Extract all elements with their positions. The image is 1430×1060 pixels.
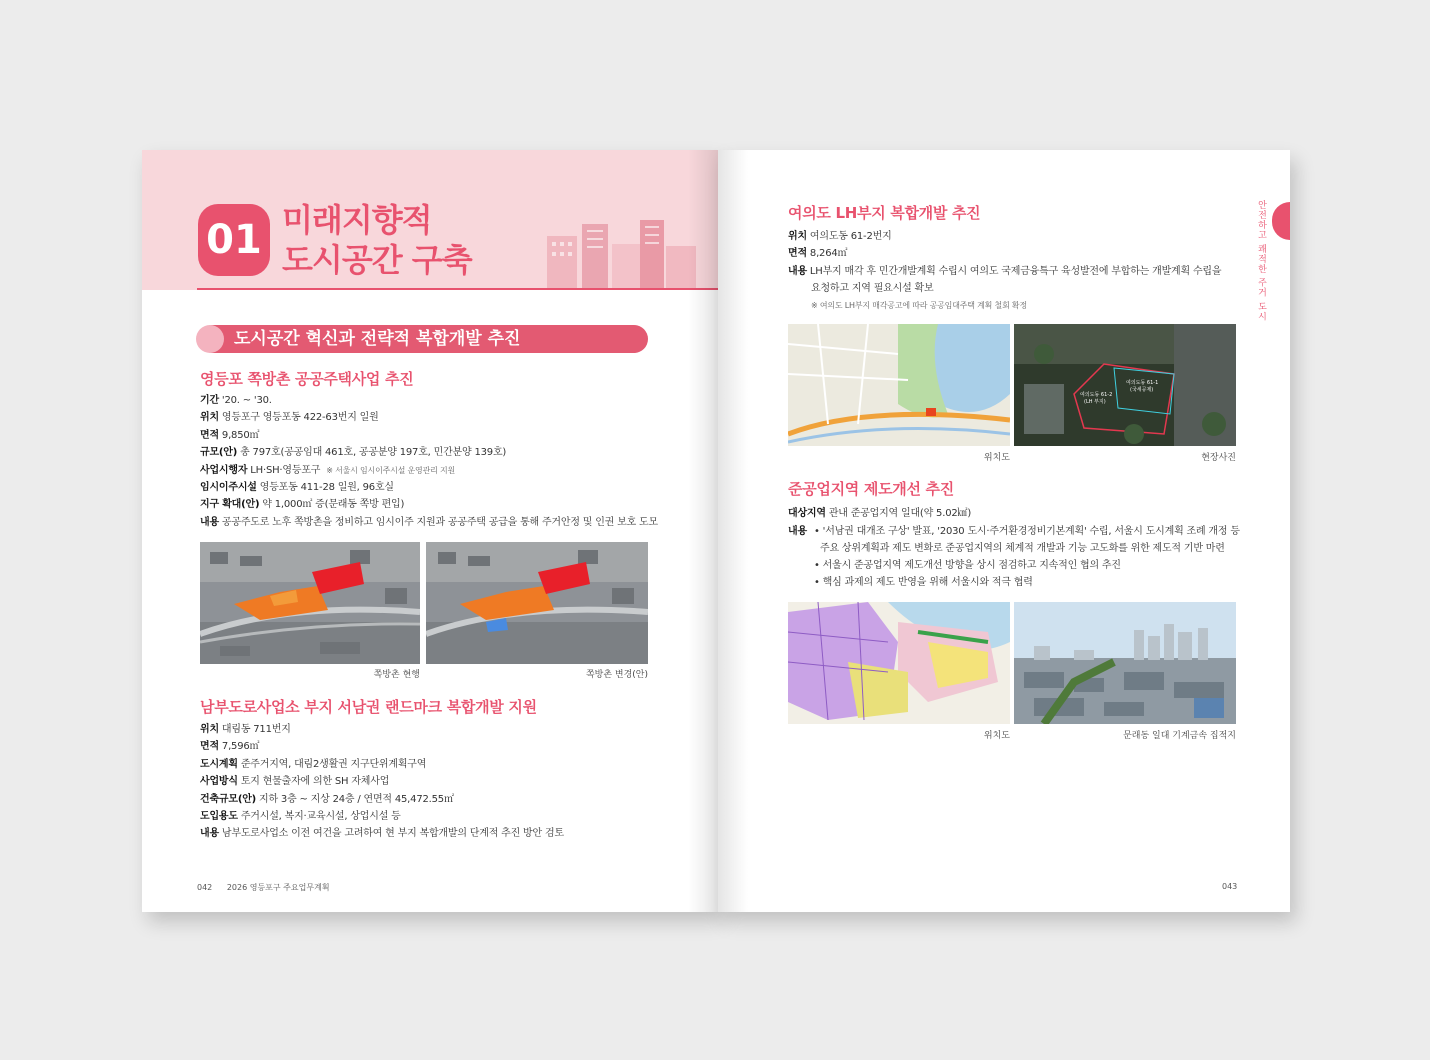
project1-row [200,411,379,424]
caption-area: 문래동 일대 기계금속 집적지 [1123,731,1236,741]
project2-row-label: 위치 [200,724,219,735]
caption-location: 위치도 [983,453,1010,463]
project2-row [200,827,564,840]
left-page [142,150,718,912]
project1-row-label: 면적 [200,429,219,441]
project4-row-value: 관내 준공업지역 일대(약 5.02㎢) [825,508,972,519]
project2-row-value: 지하 3층 ~ 지상 24층 / 연면적 45,472.55㎡ [256,793,454,805]
project2-row [200,793,454,806]
side-tab-label: 안전하고 쾌적한 주거 도시 [1256,200,1266,322]
project2-title: 남부도로사업소 부지 서남권 랜드마크 복합개발 지원 [200,698,537,716]
project1-photo-current [200,542,420,664]
project2-row-label: 도입용도 [200,811,238,822]
right-page [718,150,1290,912]
project4-row-label: 대상지역 [788,508,826,519]
project4-bullet-2: • 서울시 준공업지역 제도개선 방향을 상시 점검하고 지속적인 협의 추진 [814,560,1121,571]
project1-row-value: 영등포동 411-28 일원, 96호실 [256,482,394,493]
project3-row-label: 면적 [788,248,807,260]
project1-row-note: ※ 서울시 임시이주시설 운영관리 지원 [326,465,456,475]
map-label-4: (국세공제) [1130,387,1154,393]
project2-row-value: 7,596㎡ [218,741,260,753]
project3-row-label: 내용 [788,265,807,277]
section-banner [198,325,648,353]
project2-row-label: 도시계획 [200,758,238,770]
project3-row-label: 위치 [788,231,807,242]
project3-row [788,247,847,260]
banner-dot-icon [196,325,224,353]
section-banner-title: 도시공간 혁신과 전략적 복합개발 추진 [234,329,521,349]
project2-row-label: 사업방식 [200,776,238,788]
project2-row-label: 건축규모(안) [200,793,257,805]
project2-row [200,723,291,736]
book-title: 2026 영등포구 주요업무계획 [226,883,330,892]
chapter-number-badge: 01 [198,204,270,276]
project4-location-map [788,602,1010,724]
project4-area-photo [1014,602,1236,724]
project1-row-label: 지구 확대(안) [200,499,260,511]
project3-row-value: 여의도동 61-2번지 [806,231,892,242]
project1-row-label: 사업시행자 [200,464,248,476]
project3-title: 여의도 LH부지 복합개발 추진 [788,204,981,222]
project1-row [200,481,394,494]
caption-plan: 쪽방촌 변경(안) [585,670,648,680]
project2-row-value: 대림동 711번지 [218,724,291,735]
project1-row-value: LH·SH·영등포구 [247,464,321,476]
project1-row-value: 총 797호(공공임대 461호, 공공분양 197호, 민간분양 139호) [237,447,507,459]
project1-row [200,446,506,459]
project1-row-label: 규모(안) [200,447,238,459]
project1-row-label: 내용 [200,516,219,528]
gutter-shadow-right [718,150,748,912]
project4-title: 준공업지역 제도개선 추진 [788,480,954,498]
chapter-title-line2: 도시공간 구축 [282,241,472,279]
project4-bullet-1-cont: 주요 상위계획과 제도 변화로 준공업지역의 체계적 개발과 기능 고도화를 위한 제도적 기반 마련 [820,543,1225,554]
project2-row-value: 준주거지역, 대림2생활권 지구단위계획구역 [237,758,427,770]
map-label-3: (LH 부지) [1084,399,1106,405]
project2-row-label: 면적 [200,741,219,753]
project3-site-photo [1014,324,1236,446]
city-skyline-illustration [542,216,702,288]
chapter-title-line1: 미래지향적 [282,201,432,239]
project1-row-value: 9,850㎡ [218,429,260,441]
chapter-title [282,200,472,280]
map-label-2: 여의도동 61-1 [1126,380,1159,386]
gutter-shadow-left [688,150,718,912]
project3-location-map [788,324,1010,446]
project2-row [200,758,426,771]
project3-row-value: 8,264㎡ [806,248,848,260]
project1-row [200,516,658,529]
project3-content-cont: 요청하고 지역 필요시설 확보 [811,283,934,294]
caption-location-2: 위치도 [983,731,1010,741]
project3-note: ※ 여의도 LH부지 매각공고에 따라 공공임대주택 계획 철회 확정 [811,301,1027,310]
project4-bullet-1: • '서남권 대개조 구상' 발표, '2030 도시·주거환경정비기본계획' 수립, 서울시 도시계획 조례 개정 등 [814,526,1240,537]
project3-row [788,265,1221,278]
page-number-left: 042 [197,883,213,892]
project1-row-value: 약 1,000㎡ 증(문래동 쪽방 편입) [259,499,405,511]
project4-bullet-3: • 핵심 과제의 제도 반영을 위해 서울시와 적극 협력 [814,577,1033,588]
project3-row [788,230,892,243]
footer-left [197,882,330,893]
map-label-1: 여의도동 61-2 [1080,392,1113,398]
project2-row-value: 주거시설, 복지·교육시설, 상업시설 등 [237,811,401,822]
project4-content-label: 내용 [788,526,807,537]
project2-row-value: 토지 현물출자에 의한 SH 자체사업 [237,776,390,788]
project1-row [200,498,404,511]
project1-title: 영등포 쪽방촌 공공주택사업 추진 [200,370,414,388]
project4-row [788,507,971,520]
project1-row [200,429,259,442]
caption-current: 쪽방촌 현행 [373,670,420,680]
project3-row-value: LH부지 매각 후 민간개발계획 수립시 여의도 국제금융특구 육성발전에 부합하는 개발계획 수립을 [806,265,1222,277]
project1-row-value: '20. ~ '30. [218,395,272,406]
project2-row [200,775,389,788]
project2-row-value: 남부도로사업소 이전 여건을 고려하여 현 부지 복합개발의 단계적 추진 방안 검토 [218,828,564,840]
page-number-right: 043 [1222,882,1238,891]
project1-row-value: 영등포구 영등포동 422-63번지 일원 [218,412,379,424]
project1-photo-plan [426,542,648,664]
project2-row [200,810,401,823]
project1-row [200,464,455,477]
project1-row-label: 임시이주시설 [200,482,257,493]
project1-row-label: 기간 [200,395,219,406]
project2-row-label: 내용 [200,828,219,840]
header-underline [197,288,718,290]
caption-site: 현장사진 [1201,453,1236,463]
project1-row-value: 공공주도로 노후 쪽방촌을 정비하고 임시이주 지원과 공공주택 공급을 통해 주거안정 및 인권 보호 도모 [218,516,658,528]
project1-row-label: 위치 [200,412,219,424]
side-tab-marker [1272,202,1290,240]
project2-row [200,740,259,753]
project1-row [200,394,272,407]
